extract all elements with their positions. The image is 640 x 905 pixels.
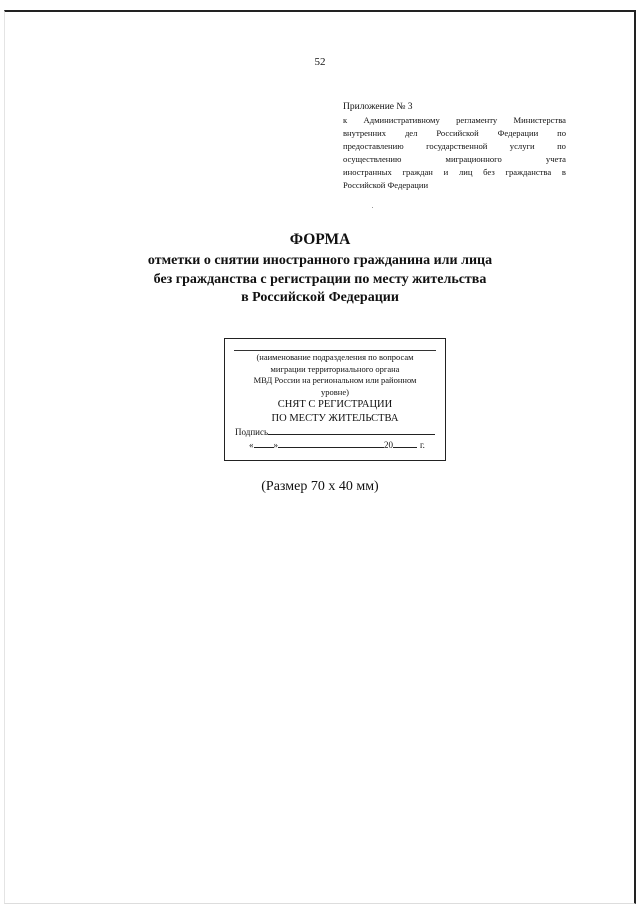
- appendix-block: [343, 101, 566, 192]
- size-note: (Размер 70 х 40 мм): [261, 479, 379, 494]
- stamp-caption-line: МВД России на региональном или районном: [253, 375, 417, 385]
- date-open-quote: «: [249, 440, 254, 450]
- stamp-mark-line: ПО МЕСТУ ЖИТЕЛЬСТВА: [271, 412, 399, 424]
- signature-blank: [268, 425, 435, 435]
- appendix-line: [343, 153, 566, 166]
- date-year-blank: [393, 438, 417, 448]
- form-heading: [0, 230, 640, 308]
- appendix-word: по: [557, 141, 566, 151]
- date-close-quote: »: [273, 440, 278, 450]
- appendix-word: Административному: [363, 115, 440, 125]
- appendix-word: миграционного: [445, 154, 502, 164]
- date-month-blank: [278, 438, 384, 448]
- appendix-word: гражданства: [505, 167, 552, 177]
- date-year-prefix: 20: [384, 440, 393, 450]
- stamp-date-row: [235, 438, 435, 451]
- appendix-word: в: [561, 167, 566, 177]
- date-year-suffix: г.: [420, 440, 425, 450]
- appendix-word: предоставлению: [343, 141, 404, 151]
- appendix-word: к: [343, 115, 348, 125]
- appendix-line: [343, 114, 566, 127]
- appendix-word: Российской: [436, 128, 479, 138]
- appendix-word: без: [483, 167, 495, 177]
- appendix-line: [343, 166, 566, 179]
- appendix-word: иностранных: [343, 167, 392, 177]
- appendix-line: [343, 127, 566, 140]
- appendix-word: Российской Федерации: [343, 180, 429, 190]
- appendix-word: регламенту: [456, 115, 498, 125]
- appendix-word: по: [557, 128, 566, 138]
- form-subtitle-line: в Российской Федерации: [241, 290, 399, 305]
- appendix-word: учета: [545, 154, 566, 164]
- date-day-blank: [254, 438, 274, 448]
- stamp-blank-line: [234, 350, 436, 351]
- stamp-caption-line: (наименование подразделения по вопросам: [256, 352, 414, 362]
- form-title: ФОРМА: [289, 231, 351, 248]
- appendix-word: государственной: [426, 141, 488, 151]
- stamp-mark-line: СНЯТ С РЕГИСТРАЦИИ: [277, 399, 393, 410]
- stamp-caption-line: миграции территориального органа: [270, 363, 400, 374]
- scan-speck: [372, 207, 373, 208]
- stamp-signature-row: [235, 425, 435, 438]
- appendix-word: и: [443, 167, 449, 177]
- appendix-word: лиц: [458, 167, 473, 177]
- appendix-word: дел: [404, 128, 418, 138]
- page-number: 52: [314, 56, 326, 68]
- form-subtitle-line: без гражданства с регистрации по месту жительства: [153, 271, 487, 287]
- appendix-line: [343, 140, 566, 153]
- signature-label: Подпись: [235, 427, 269, 437]
- appendix-line: [343, 179, 566, 192]
- appendix-word: граждан: [402, 167, 433, 177]
- stamp-caption-line: уровне): [321, 386, 349, 397]
- appendix-word: Федерации: [497, 128, 539, 138]
- appendix-word: внутренних: [343, 128, 387, 138]
- form-subtitle-line: отметки о снятии иностранного гражданина или лица: [147, 253, 493, 268]
- appendix-word: Министерства: [513, 115, 566, 125]
- appendix-word: осуществлению: [343, 154, 402, 164]
- stamp-box: [224, 338, 446, 461]
- appendix-title: Приложение № 3: [343, 102, 413, 112]
- appendix-word: услуги: [509, 141, 535, 151]
